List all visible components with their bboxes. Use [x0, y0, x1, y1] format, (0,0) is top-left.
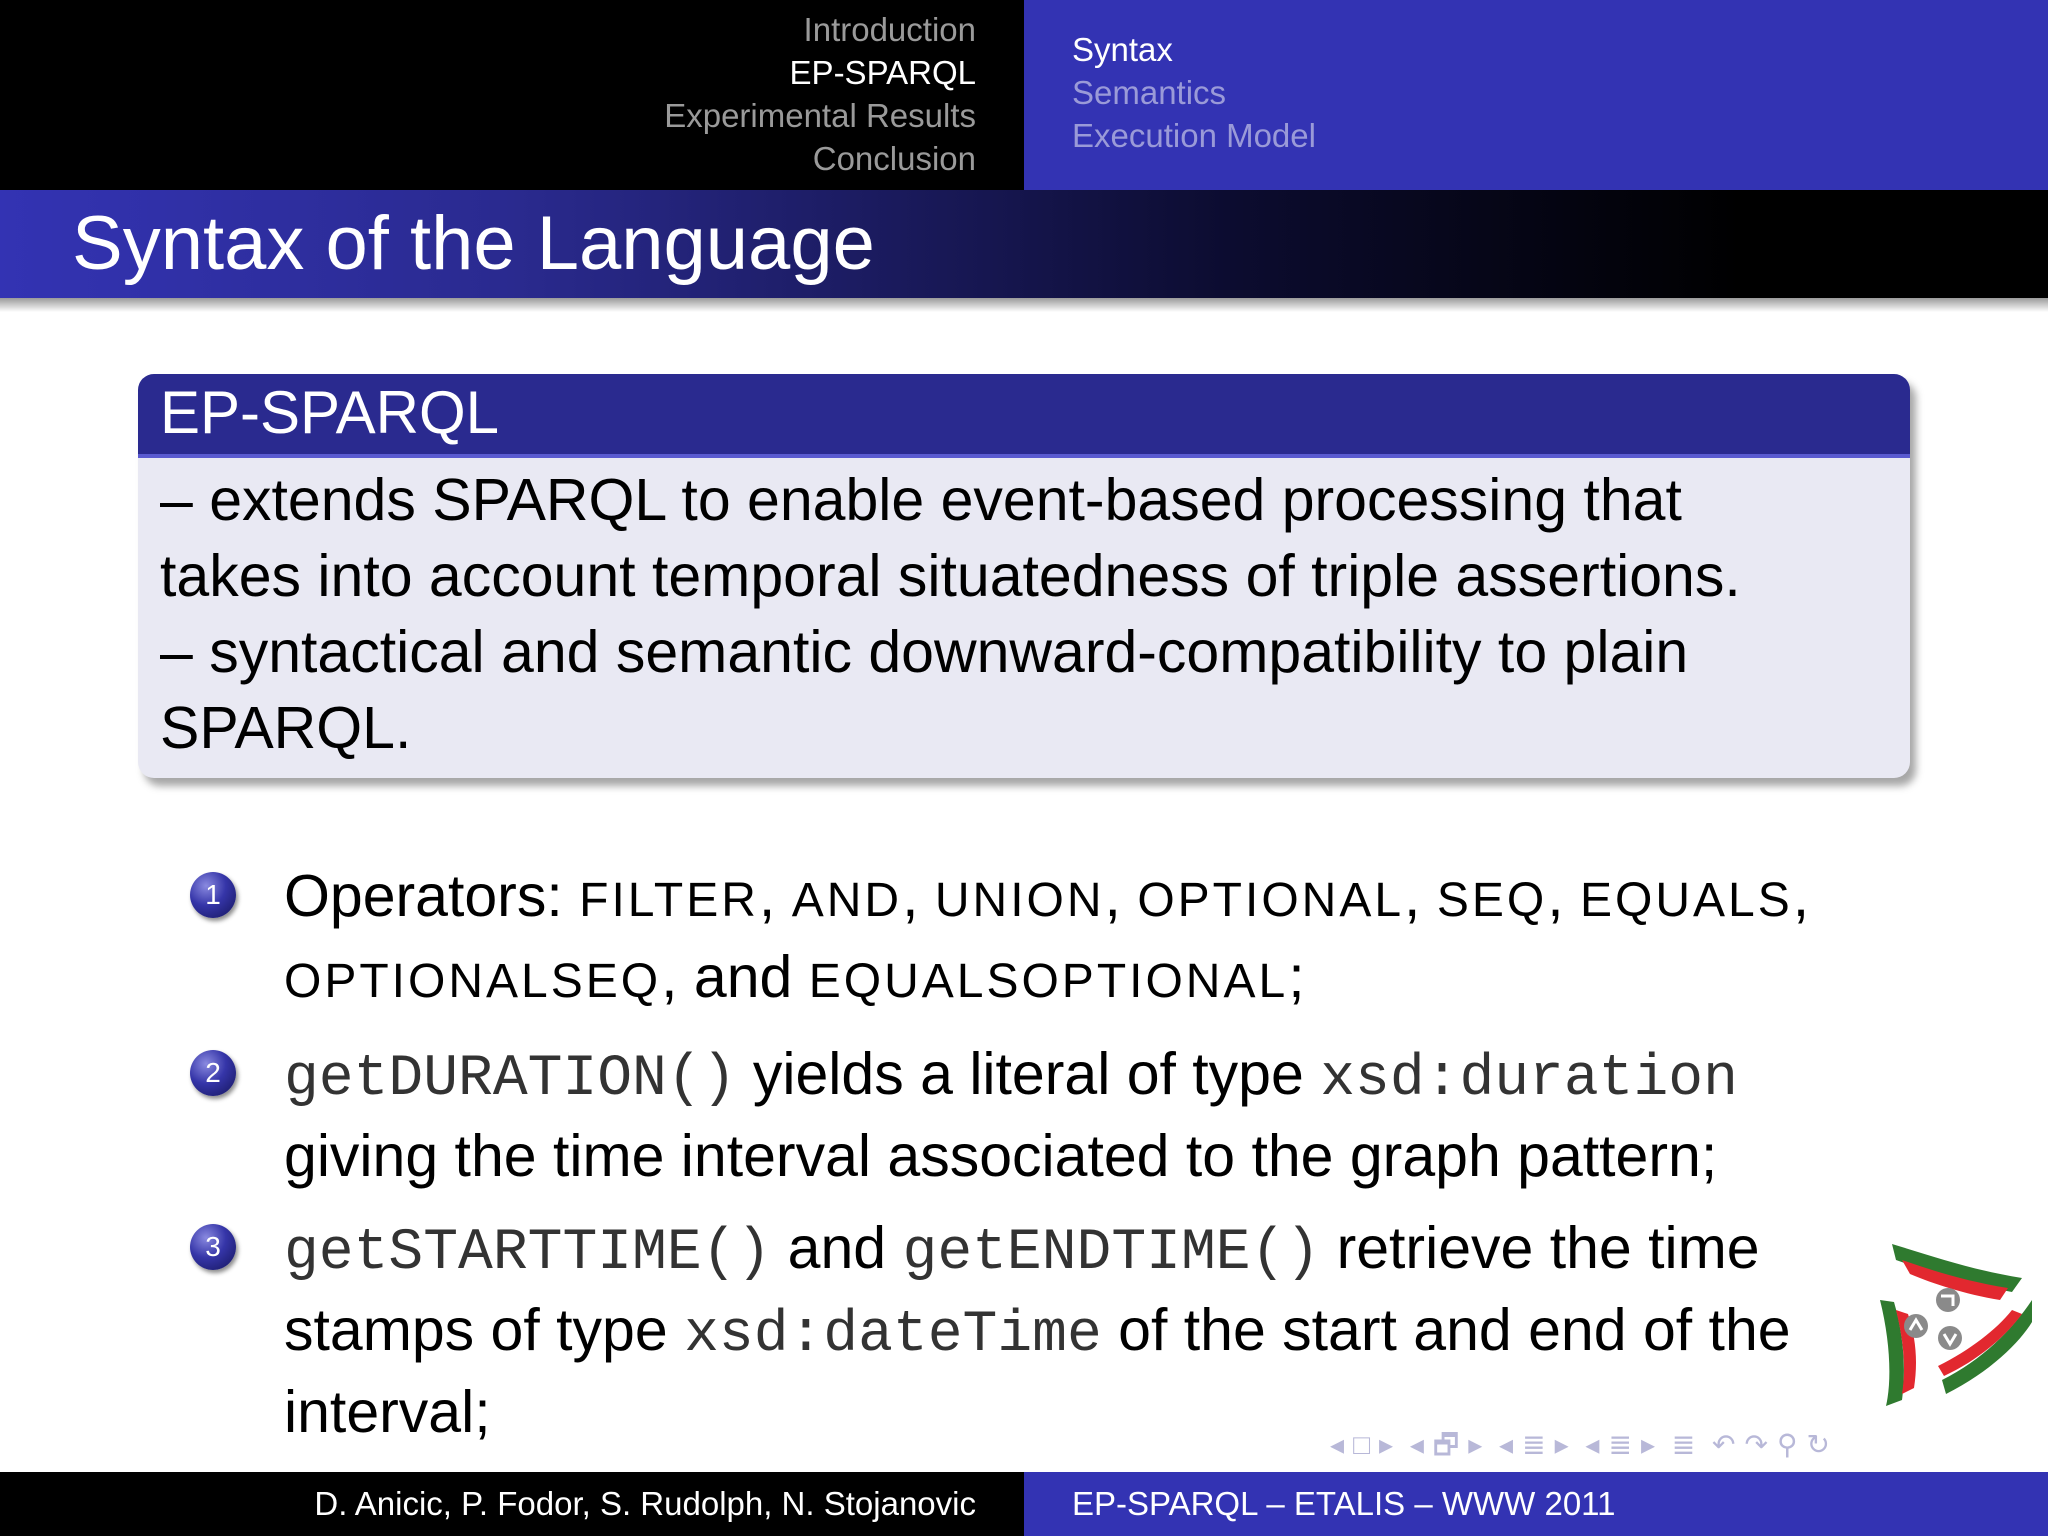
nav-prev-frame-icon[interactable]: ◂: [1330, 1429, 1345, 1460]
code-getduration: getDURATION(): [284, 1047, 737, 1112]
operator-filter: FILTER: [579, 874, 759, 927]
block-line: SPARQL.: [160, 695, 412, 761]
code-xsd-duration: xsd:duration: [1320, 1047, 1738, 1112]
block-title: EP-SPARQL: [138, 374, 1910, 458]
section-icon[interactable]: ≣: [1608, 1429, 1632, 1460]
nav-next-section-icon[interactable]: ▸: [1640, 1429, 1655, 1460]
title-shadow: [0, 298, 2048, 312]
beamer-navigation-symbols: [1330, 1424, 2030, 1460]
undo-icon[interactable]: ↶: [1712, 1429, 1736, 1460]
block-line: – extends SPARQL to enable event-based processing that: [160, 467, 1682, 533]
nav-prev-section-icon[interactable]: ◂: [1585, 1429, 1600, 1460]
item-text-part: and: [771, 1215, 903, 1281]
separator: ,: [1404, 863, 1437, 929]
operator-equals: EQUALS: [1580, 874, 1793, 927]
footline: [0, 1472, 2048, 1536]
nav-section-introduction[interactable]: Introduction: [803, 11, 976, 48]
headline: [0, 0, 2048, 190]
separator: ,: [758, 863, 792, 929]
nav-prev-slide-icon[interactable]: ◂: [1409, 1429, 1424, 1460]
separator: ,: [1104, 863, 1138, 929]
operator-optionalseq: OPTIONALSEQ: [284, 955, 662, 1008]
operator-seq: SEQ: [1436, 874, 1548, 927]
frame-icon[interactable]: □: [1353, 1429, 1370, 1460]
nav-next-frame-icon[interactable]: ▸: [1378, 1429, 1394, 1460]
enumerated-list: [190, 858, 1890, 1466]
section-list: [664, 8, 976, 180]
item-text-part: stamps of type: [284, 1297, 685, 1363]
item-text-part: interval;: [284, 1379, 491, 1445]
nav-prev-subsection-icon[interactable]: ◂: [1499, 1429, 1514, 1460]
code-getstarttime: getSTARTTIME(): [284, 1221, 772, 1286]
nav-section-ep-sparql[interactable]: EP-SPARQL: [789, 54, 976, 91]
footer-authors: D. Anicic, P. Fodor, S. Rudolph, N. Stojanovic: [314, 1485, 976, 1522]
item-text-part: retrieve the time: [1320, 1215, 1760, 1281]
item-number-ball: 2: [190, 1050, 236, 1096]
definition-block: [138, 374, 1910, 778]
nav-subsection-syntax[interactable]: Syntax: [1072, 31, 1173, 68]
footer-authors-panel: [0, 1472, 1024, 1536]
separator: ,: [902, 863, 935, 929]
footer-short-title: EP-SPARQL – ETALIS – WWW 2011: [1072, 1485, 1616, 1522]
block-line: takes into account temporal situatedness of triple assertions.: [160, 543, 1741, 609]
nav-section-conclusion[interactable]: Conclusion: [812, 140, 976, 177]
separator: ,: [1792, 863, 1810, 929]
document-icon[interactable]: ≣: [1671, 1429, 1696, 1460]
code-xsd-datetime: xsd:dateTime: [684, 1303, 1102, 1368]
item-text: [284, 1036, 1890, 1194]
nav-next-subsection-icon[interactable]: ▸: [1554, 1429, 1569, 1460]
footer-title-panel: [1024, 1472, 2048, 1536]
nav-next-slide-icon[interactable]: ▸: [1468, 1429, 1483, 1460]
nav-section-experimental-results[interactable]: Experimental Results: [664, 97, 976, 134]
operator-equalsoptional: EQUALSOPTIONAL: [808, 955, 1289, 1008]
list-item: [190, 1036, 1890, 1194]
operator-union: UNION: [934, 874, 1105, 927]
operator-and: AND: [791, 874, 903, 927]
slide-icon[interactable]: 🗗: [1432, 1429, 1460, 1460]
item-text-part: of the start and end of the: [1101, 1297, 1791, 1363]
redo-icon[interactable]: ↷: [1744, 1429, 1768, 1460]
and-word: , and: [661, 944, 809, 1010]
code-getendtime: getENDTIME(): [902, 1221, 1321, 1286]
etalis-logo: [1872, 1230, 2032, 1410]
item-number-ball: 1: [190, 872, 236, 918]
section-navigation: [0, 0, 1024, 190]
nav-subsection-execution-model[interactable]: Execution Model: [1072, 117, 1316, 154]
frame-title-bar: [0, 190, 2048, 298]
logo-node-top: [1936, 1288, 1960, 1312]
subsection-list: [1072, 28, 1316, 157]
search-icon[interactable]: ⚲: [1776, 1429, 1798, 1460]
page-title: Syntax of the Language: [72, 201, 875, 286]
item-text: [284, 1210, 1890, 1450]
refresh-icon[interactable]: ↻: [1806, 1429, 1830, 1460]
subsection-icon[interactable]: ≣: [1522, 1429, 1546, 1460]
item-text: [284, 858, 1890, 1020]
item-text-part: giving the time interval associated to the graph pattern;: [284, 1123, 1718, 1189]
block-body: [138, 458, 1910, 766]
item-text-part: yields a literal of type: [736, 1041, 1321, 1107]
block-line: – syntactical and semantic downward-compatibility to plain: [160, 619, 1689, 685]
item-end: ;: [1288, 944, 1305, 1010]
operators-intro: Operators:: [284, 863, 580, 929]
operator-optional: OPTIONAL: [1137, 874, 1405, 927]
separator: ,: [1547, 863, 1581, 929]
list-item: [190, 1210, 1890, 1450]
subsection-navigation: [1024, 0, 2048, 190]
item-number-ball: 3: [190, 1224, 236, 1270]
list-item: [190, 858, 1890, 1020]
nav-subsection-semantics[interactable]: Semantics: [1072, 74, 1227, 111]
